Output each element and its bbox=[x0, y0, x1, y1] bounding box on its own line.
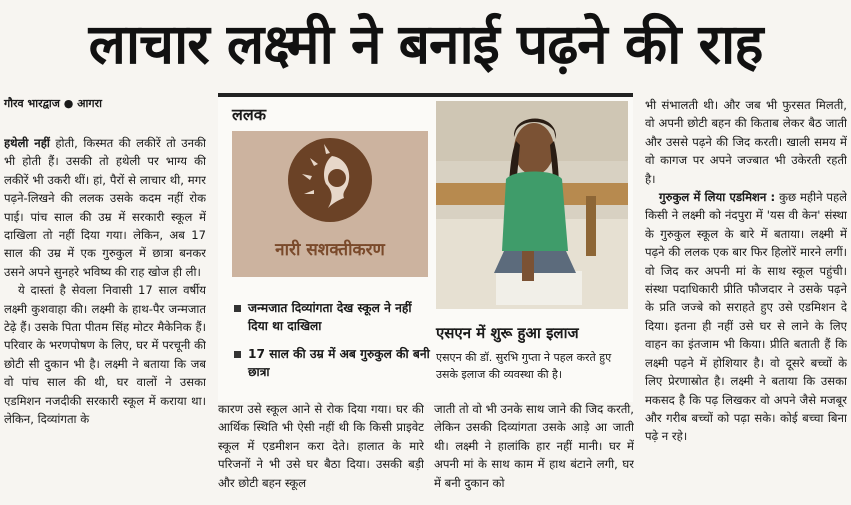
highlight-box bbox=[218, 93, 633, 402]
paragraph-4-2-text: कुछ महीने पहले किसी ने लक्ष्मी को नंदपुरा में 'यस वी केन' संस्था के गुरुकुल स्कूल के बारे में बताया। लक्ष्मी में पढ़ने की ललक एक बार फिर हिलोरें मारने लगीं। वो जिद कर अपनी मां के साथ स्कूल पहुंची। संस्था पदाधिकारी प्रीति फौजदार ने उसके पढ़ने के प्रति जज्बे को सराहते हुए उसे एडमिशन दे दिया। इतना ही नहीं उसे घर से लाने के लिए वाहन का इंतजाम भी किया। प्रीति बताती हैं कि लक्ष्मी पढ़ने में होशियार है। वो दूसरे बच्चों के लिए प्रेरणास्रोत है। लक्ष्मी ने बताया कि उसका मकसद है कि पढ़ लिखकर वो अपने जैसे मजबूर और गरीब बच्चों को पढ़ा सके। कोई बच्चा बिना पढ़े न रहे। bbox=[645, 190, 847, 444]
paragraph-1-text: होती, किस्मत की लकीरें तो उनकी भी होती हैं। उसकी तो हथेली पर भाग्य की लकीरें भी उकरी थीं। हां, पैरों से लाचार थी, मगर पढ़ने-लिखने की ललक उसके कदम नहीं रोक पाई। पांच साल की उम्र में सरकारी स्कूल में दाखिला तो नहीं दिया गया। लेकिन, अब 17 साल की उम्र में एक गुरुकुल में छात्रा बनकर उसने अपने सुनहरे भविष्य की राह खोज ही ली। bbox=[4, 136, 206, 279]
box-tag: ललक bbox=[232, 105, 266, 124]
paragraph-1 bbox=[4, 134, 206, 281]
girl-photo bbox=[436, 101, 628, 309]
article-column-1 bbox=[4, 134, 206, 502]
bullet-item: 17 साल की उम्र में अब गुरुकुल की बनी छात्रा bbox=[232, 345, 432, 381]
bullet-square-icon bbox=[234, 351, 241, 358]
women-empowerment-emblem bbox=[232, 131, 428, 277]
subheading: गुरुकुल में लिया एडमिशन : bbox=[659, 190, 776, 205]
paragraph-4-1: भी संभालती थी। और जब भी फुरसत मिलती, वो अपनी छोटी बहन की किताब लेकर बैठ जाती और उससे पढ़ने की जिद करती। खाली समय में वो कागज पर अपने जज्बात भी उकेरती रहती है। bbox=[645, 98, 847, 186]
caption-heading: एसएन में शुरू हुआ इलाज bbox=[436, 324, 579, 342]
byline: गौरव भारद्वाज ● आगरा bbox=[4, 97, 102, 110]
bullet-square-icon bbox=[234, 305, 241, 312]
article-column-3: जाती तो वो भी उनके साथ जाने की जिद करती, लेकिन उसकी दिव्यांगता उसके आड़े आ जाती थी। लक्ष्मी ने हालांकि हार नहीं मानी। घर में अपनी मां के साथ काम में हाथ बंटाने लगी, घर में बनी दुकान को bbox=[434, 402, 634, 490]
paragraph-2: ये दास्तां है सेवला निवासी 17 साल वर्षीय लक्ष्मी कुशवाहा की। लक्ष्मी के हाथ-पैर जन्मजात टेढ़े हैं। उसके पिता पीतम सिंह मोटर मैकेनिक हैं। परिवार के भरणपोषण के लिए, घर में परचूनी की छोटी सी दुकान भी है। लक्ष्मी ने बताया कि जब वो पांच साल की थी, घर वालों ने उसका एडमिशन नजदीकी सरकारी स्कूल में कराया था। लेकिन, दिव्यांगता के bbox=[4, 283, 206, 427]
bullet-list bbox=[232, 299, 432, 391]
emblem-text: नारी सशक्तीकरण bbox=[275, 240, 385, 260]
article-column-2: कारण उसे स्कूल आने से रोक दिया गया। घर की आर्थिक स्थिति भी ऐसी नहीं थी कि किसी प्राइवेट स्कूल में एडमीशन करा देते। हालात के मारे परिजनों ने भी उसे घर बैठा दिया। उसकी बड़ी और छोटी बहन स्कूल bbox=[218, 402, 424, 490]
headline: लाचार लक्ष्मी ने बनाई पढ़ने की राह bbox=[88, 12, 763, 76]
woman-profile-icon bbox=[288, 138, 372, 222]
photo-caption: एसएन की डॉ. सुरभि गुप्ता ने पहल करते हुए उसके इलाज की व्यवस्था की है। bbox=[436, 351, 612, 381]
lead-text: हथेली नहीं bbox=[4, 136, 50, 150]
article-column-4 bbox=[645, 96, 847, 502]
paragraph-4-2 bbox=[645, 188, 847, 446]
bullet-item: जन्मजात दिव्यांगता देख स्कूल ने नहीं दिया था दाखिला bbox=[232, 299, 432, 335]
